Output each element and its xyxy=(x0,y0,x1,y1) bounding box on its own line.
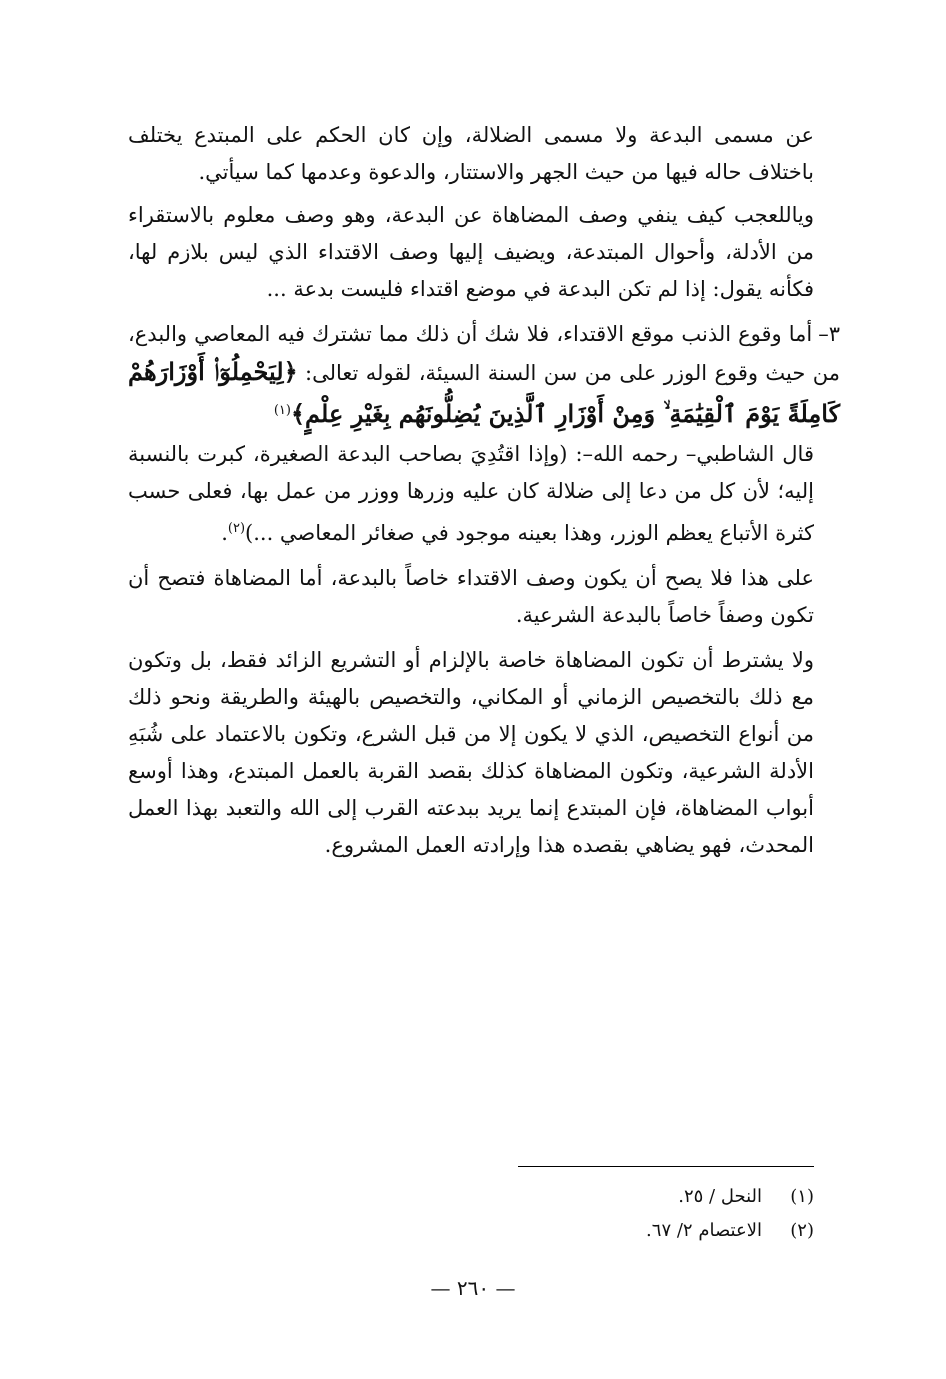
footnote-ref-1: (١) xyxy=(273,403,291,418)
list-item-3 xyxy=(128,316,840,434)
footnote-number: (٢) xyxy=(790,1220,814,1241)
footnote-number: (١) xyxy=(790,1186,814,1207)
paragraph-3: على هذا فلا يصح أن يكون وصف الاقتداء خاصاً بالبدعة، أما المضاهاة فتصح أن تكون وصفاً خاصاً بالبدعة الشرعية. xyxy=(128,566,814,627)
footnote-text: الاعتصام ٢/ ٦٧. xyxy=(646,1220,762,1241)
quote-text: قال الشاطبي– رحمه الله–: (وإذا اقتُدِيَ بصاحب البدعة الصغيرة، كبرت بالنسبة إليه؛ لأن كل من دعا إلى ضلالة كان عليه وزرها ووزر من عمل بها، فعلى حسب كثرة الأتباع يعظم الوزر، وهذا بعينه موجود في صغائر المعاصي ...) xyxy=(128,442,814,545)
footnote-ref-2: (٢) xyxy=(227,521,246,536)
paragraph-1: عن مسمى البدعة ولا مسمى الضلالة، وإن كان الحكم على المبتدع يختلف باختلاف حاله فيها من حيث الجهر والاستتار، والدعوة وعدمها كما سيأتي. xyxy=(128,123,814,184)
shatibi-quote xyxy=(128,436,814,552)
quote-end: . xyxy=(221,521,228,545)
page-number: — ٢٦٠ — xyxy=(430,1276,516,1300)
footnote-1 xyxy=(500,1180,814,1214)
footnotes xyxy=(500,1180,814,1248)
paragraph-2: وياللعجب كيف ينفي وصف المضاهاة عن البدعة، وهو وصف معلوم بالاستقراء من الأدلة، وأحوال المبتدعة، ويضيف إليها وصف الاقتداء الذي ليس بلازم لها، فكأنه يقول: إذا لم تكن البدعة في موضع اقتداء فليست بدعة ... xyxy=(128,203,814,301)
list-item-text: أما وقوع الذنب موقع الاقتداء، فلا شك أن ذلك مما تشترك فيه المعاصي والبدع، من حيث وقوع الوزر على من سن السنة السيئة، لقوله تعالى: xyxy=(128,322,840,385)
footnote-2 xyxy=(500,1214,814,1248)
paragraph-4: ولا يشترط أن تكون المضاهاة خاصة بالإلزام أو التشريع الزائد فقط، بل وتكون مع ذلك بالتخصيص الزماني أو المكاني، والتخصيص بالهيئة والطريقة ونحو ذلك من أنواع التخصيص، الذي لا يكون إلا من قبل الشرع، وتكون بالاعتماد على شُبَهِ الأدلة الشرعية، وتكون المضاهاة كذلك بقصد القربة بالعمل المبتدع، وهذا أوسع أبواب المضاهاة، فإن المبتدع إنما يريد ببدعته القرب إلى الله والتعبد بهذا العمل المحدث، فهو يضاهي بقصده هذا وإرادته العمل المشروع. xyxy=(128,648,814,857)
footnote-divider xyxy=(518,1166,814,1167)
list-item-number: ٣– xyxy=(818,322,840,346)
quran-verse: ﴿لِيَحْمِلُوٓا۟ أَوْزَارَهُمْ كَامِلَةً يَوْمَ ٱلْقِيَٰمَةِ ۙ وَمِنْ أَوْزَارِ ٱلَّذِينَ يُضِلُّونَهُم بِغَيْرِ عِلْمٍ﴾ xyxy=(128,357,840,428)
body-text xyxy=(128,117,840,864)
footnote-text: النحل / ٢٥. xyxy=(678,1186,762,1207)
